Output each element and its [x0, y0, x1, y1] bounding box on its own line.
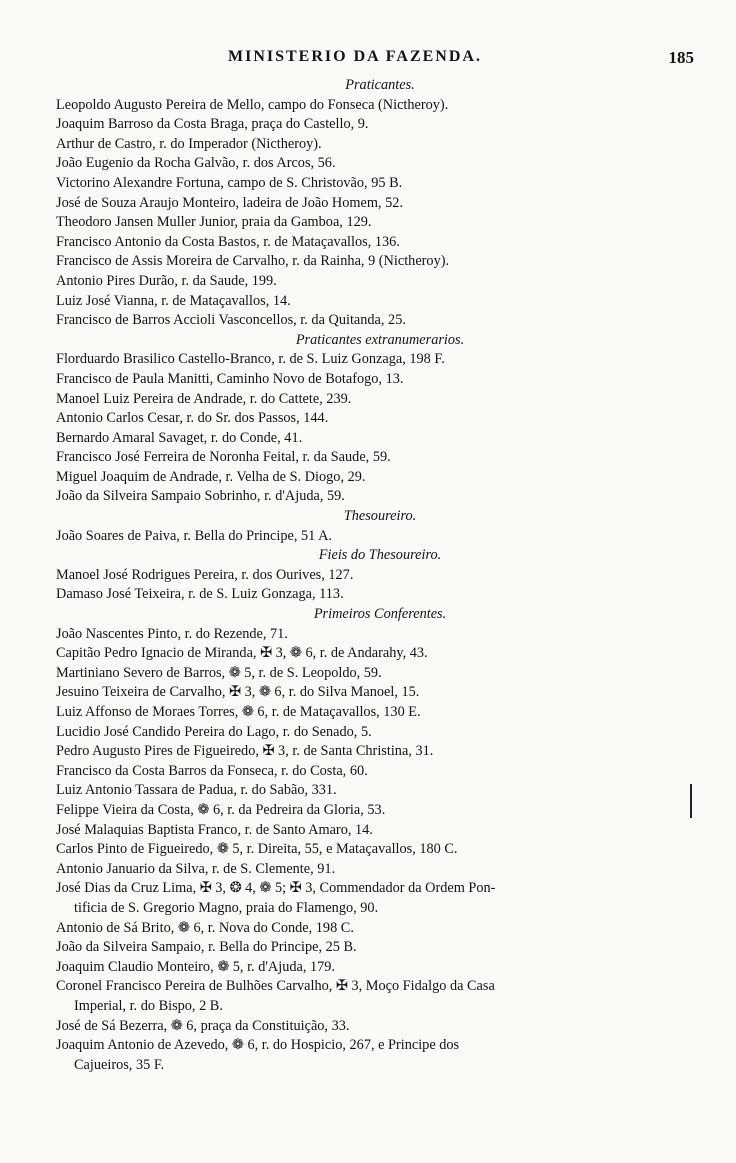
- list-item: Manoel José Rodrigues Pereira, r. dos Ourives, 127.: [56, 566, 354, 583]
- list-item: Carlos Pinto de Figueiredo, ❁ 5, r. Direita, 55, e Mataçavallos, 180 C.: [56, 841, 458, 858]
- section-heading: Praticantes extranumerarios.: [295, 331, 465, 348]
- list-item: Antonio Pires Durão, r. da Saude, 199.: [56, 272, 277, 289]
- list-item: Jesuino Teixeira de Carvalho, ✠ 3, ❁ 6, r. do Silva Manoel, 15.: [56, 684, 420, 701]
- list-item: Capitão Pedro Ignacio de Miranda, ✠ 3, ❁ 6, r. de Andarahy, 43.: [56, 645, 428, 662]
- list-item: Bernardo Amaral Savaget, r. do Conde, 41.: [56, 429, 303, 446]
- directory-listing: [56, 76, 704, 1075]
- page-title: MINISTERIO DA FAZENDA.: [228, 48, 482, 65]
- list-item: Imperial, r. do Bispo, 2 B.: [74, 997, 223, 1014]
- section-heading: Praticantes.: [345, 77, 415, 93]
- section-heading: Fieis do Thesoureiro.: [318, 547, 442, 564]
- list-item: Antonio de Sá Brito, ❁ 6, r. Nova do Conde, 198 C.: [56, 919, 354, 936]
- list-item: Lucidio José Candido Pereira do Lago, r. do Senado, 5.: [56, 723, 372, 740]
- list-item: Francisco de Barros Accioli Vasconcellos, r. da Quitanda, 25.: [56, 312, 406, 329]
- list-item: Manoel Luiz Pereira de Andrade, r. do Cattete, 239.: [56, 390, 352, 407]
- list-item: Francisco de Assis Moreira de Carvalho, r. da Rainha, 9 (Nictheroy).: [56, 253, 450, 270]
- list-item: Luiz José Vianna, r. de Mataçavallos, 14.: [56, 292, 291, 309]
- list-item: Joaquim Antonio de Azevedo, ❁ 6, r. do Hospicio, 267, e Principe dos: [56, 1037, 460, 1054]
- list-item: João da Silveira Sampaio Sobrinho, r. d'Ajuda, 59.: [56, 488, 345, 505]
- list-item: tificia de S. Gregorio Magno, praia do Flamengo, 90.: [74, 899, 379, 916]
- list-item: Cajueiros, 35 F.: [74, 1056, 165, 1073]
- list-item: Florduardo Brasilico Castello-Branco, r. de S. Luiz Gonzaga, 198 F.: [56, 351, 445, 368]
- section-heading: Primeiros Conferentes.: [313, 606, 447, 623]
- page-number: 185: [668, 48, 694, 67]
- list-item: Francisco Antonio da Costa Bastos, r. de Mataçavallos, 136.: [56, 233, 400, 250]
- list-item: Felippe Vieira da Costa, ❁ 6, r. da Pedreira da Gloria, 53.: [56, 801, 386, 818]
- list-item: José Malaquias Baptista Franco, r. de Santo Amaro, 14.: [56, 821, 373, 838]
- list-item: Francisco José Ferreira de Noronha Feital, r. da Saude, 59.: [56, 449, 391, 466]
- list-item: Antonio Januario da Silva, r. de S. Clemente, 91.: [56, 860, 336, 877]
- list-item: Joaquim Claudio Monteiro, ❁ 5, r. d'Ajuda, 179.: [56, 958, 336, 975]
- list-item: Joaquim Barroso da Costa Braga, praça do Castello, 9.: [56, 116, 369, 133]
- list-item: Arthur de Castro, r. do Imperador (Nictheroy).: [56, 135, 322, 152]
- section-heading: Thesoureiro.: [343, 508, 417, 525]
- page-header: [0, 48, 736, 72]
- list-item: Antonio Carlos Cesar, r. do Sr. dos Passos, 144.: [56, 410, 329, 427]
- list-item: Victorino Alexandre Fortuna, campo de S. Christovão, 95 B.: [56, 174, 403, 191]
- list-item: Pedro Augusto Pires de Figueiredo, ✠ 3, r. de Santa Christina, 31.: [56, 743, 434, 760]
- list-item: Francisco da Costa Barros da Fonseca, r. do Costa, 60.: [56, 762, 368, 779]
- list-item: José de Sá Bezerra, ❁ 6, praça da Constituição, 33.: [56, 1017, 350, 1034]
- list-item: Martiniano Severo de Barros, ❁ 5, r. de S. Leopoldo, 59.: [56, 664, 382, 681]
- list-item: Luiz Antonio Tassara de Padua, r. do Sabão, 331.: [56, 782, 337, 799]
- list-item: Coronel Francisco Pereira de Bulhões Carvalho, ✠ 3, Moço Fidalgo da Casa: [56, 978, 495, 995]
- list-item: João Eugenio da Rocha Galvão, r. dos Arcos, 56.: [56, 155, 336, 172]
- list-item: Luiz Affonso de Moraes Torres, ❁ 6, r. de Mataçavallos, 130 E.: [56, 704, 421, 720]
- list-item: Francisco de Paula Manitti, Caminho Novo de Botafogo, 13.: [56, 370, 404, 387]
- list-item: Leopoldo Augusto Pereira de Mello, campo do Fonseca (Nictheroy).: [56, 96, 449, 113]
- margin-mark: [690, 784, 692, 818]
- list-item: José de Souza Araujo Monteiro, ladeira de João Homem, 52.: [56, 194, 404, 211]
- list-item: João Nascentes Pinto, r. do Rezende, 71.: [56, 625, 288, 642]
- list-item: Damaso José Teixeira, r. de S. Luiz Gonzaga, 113.: [56, 586, 344, 603]
- list-item: João Soares de Paiva, r. Bella do Principe, 51 A.: [56, 527, 332, 544]
- list-item: Miguel Joaquim de Andrade, r. Velha de S. Diogo, 29.: [56, 468, 366, 485]
- list-item: Theodoro Jansen Muller Junior, praia da Gamboa, 129.: [56, 214, 372, 231]
- list-item: João da Silveira Sampaio, r. Bella do Principe, 25 B.: [56, 939, 357, 956]
- list-item: José Dias da Cruz Lima, ✠ 3, ❂ 4, ❁ 5; ✠ 3, Commendador da Ordem Pon-: [56, 880, 496, 897]
